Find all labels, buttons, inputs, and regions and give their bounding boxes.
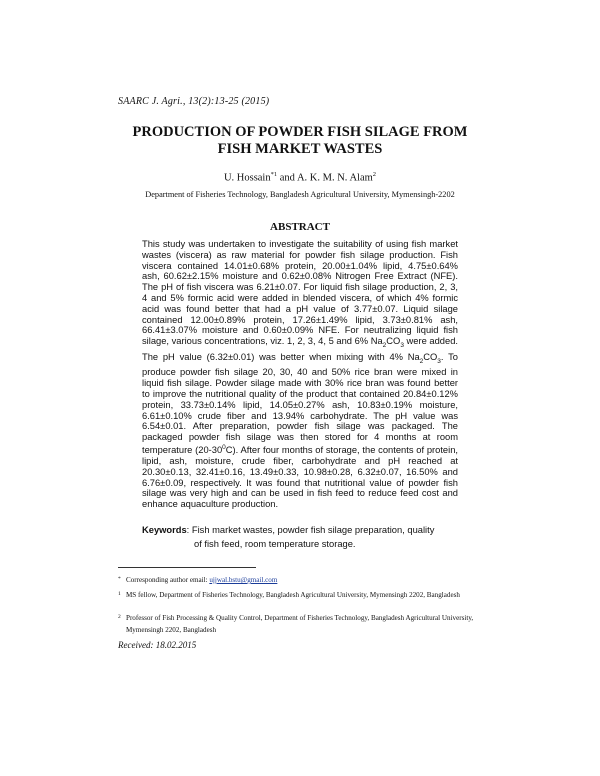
footnote-corresponding (118, 575, 478, 587)
abstract-text: were added. The pH value (6.32±0.01) was better when mixing with 4% Na (142, 336, 458, 362)
footnote-mark: 2 (118, 614, 121, 620)
journal-reference: SAARC J. Agri., 13(2):13-25 (2015) (118, 96, 270, 107)
abstract-text: This study was undertaken to investigate the suitability of using fish market wastes (viscera) as raw material for powder fish silage production. Fish viscera contained 14.01±0.68% protein, 20.00±1.04% lipid, 4.75±0.64% ash, 60.62±2.15% moisture and 0.62±0.08% Nitrogen Free Extract (NFE). The pH of fish viscera was 6.21±0.07. For liquid fish silage production, 2, 3, 4 and 5% formic acid were added in blended viscera, of which 4% formic acid was found better that had a pH value of 3.77±0.07. Liquid silage contained 12.00±0.89% protein, 17.26±1.49% lipid, 3.73±0.81% ash, 66.41±3.07% moisture and 0.60±0.09% NFE. For neutralizing liquid fish silage, various concentrations, viz. 1, 2, 3, 4, 5 and 6% Na (142, 239, 458, 347)
keywords-line-2: of fish feed, room temperature storage. (194, 539, 356, 549)
author-1-name: U. Hossain (223, 172, 271, 184)
abstract-text: C). After four months of storage, the contents of protein, lipid, ash, moisture, crude fiber, carbohydrate and pH reached at 20.30±0.13, 32.41±0.16, 13.49±0.33, 10.98±0.28, 6.32±0.07, 16.50% and 6.76±0.09, respectively. It was found that nutritional value of powder fish silage was very high and can be used in fish feed to reduce feed cost and enhance aquaculture production. (142, 445, 459, 510)
author-1-marks: *1 (270, 171, 278, 178)
subscript: 2 (382, 342, 387, 350)
author-2-name: A. K. M. N. Alam (296, 172, 373, 184)
author-conjunction: and (277, 172, 297, 184)
keywords-line-1: : Fish market wastes, powder fish silage preparation, quality (186, 525, 435, 535)
abstract-text: CO (386, 336, 401, 347)
subscript: 3 (437, 357, 441, 365)
abstract-text: CO (423, 351, 438, 362)
footnote-divider (118, 567, 256, 568)
paper-title (100, 124, 500, 158)
title-line-2: FISH MARKET WASTES (217, 141, 383, 157)
footnote-text: Professor of Fish Processing & Quality Control, Department of Fisheries Technology, Bangladesh Agricultural University, Mymensingh 2202, Bangladesh (126, 614, 474, 634)
title-line-1: PRODUCTION OF POWDER FISH SILAGE FROM (132, 124, 468, 140)
keywords-block (142, 523, 458, 551)
author-2-marks: 2 (372, 171, 377, 178)
subscript: 2 (419, 357, 424, 365)
subscript: 3 (400, 342, 404, 350)
footnote-author-2 (118, 613, 478, 636)
abstract-paragraph (142, 239, 458, 510)
footnote-mark: 1 (118, 591, 121, 597)
keywords-label: Keywords (142, 525, 187, 535)
footnote-text: Corresponding author email: (126, 576, 210, 584)
abstract-text: . To produce powder fish silage 20, 30, 40 and 50% rice bran were mixed in liquid fish silage. Powder silage made with 30% rice bran was found better to improve the nutritional quality of the product that contained 20.84±0.12% protein, 33.73±0.14% lipid, 14.05±0.27% ash, 10.83±0.19% moisture, 6.61±0.10% crude fiber and 13.94% carbohydrate. The pH value was 6.54±0.01. After preparation, powder fish silage was packaged. The packaged powder fish silage was then stored for 4 months at room temperature (20-30 (142, 351, 458, 456)
abstract-heading: ABSTRACT (270, 221, 330, 233)
abstract-body (142, 239, 458, 510)
footnote-author-1 (118, 590, 478, 602)
superscript: 0 (222, 444, 226, 452)
affiliation: Department of Fisheries Technology, Bangladesh Agricultural University, Mymensingh-2202 (145, 190, 455, 199)
footnote-text: MS fellow, Department of Fisheries Technology, Bangladesh Agricultural University, Mymensingh 2202, Bangladesh (126, 591, 460, 599)
received-date: Received: 18.02.2015 (118, 640, 197, 650)
author-list (100, 171, 500, 184)
corresponding-email-link[interactable]: ujjwal.bstu@gmail.com (209, 576, 278, 584)
footnote-mark: * (118, 576, 121, 582)
